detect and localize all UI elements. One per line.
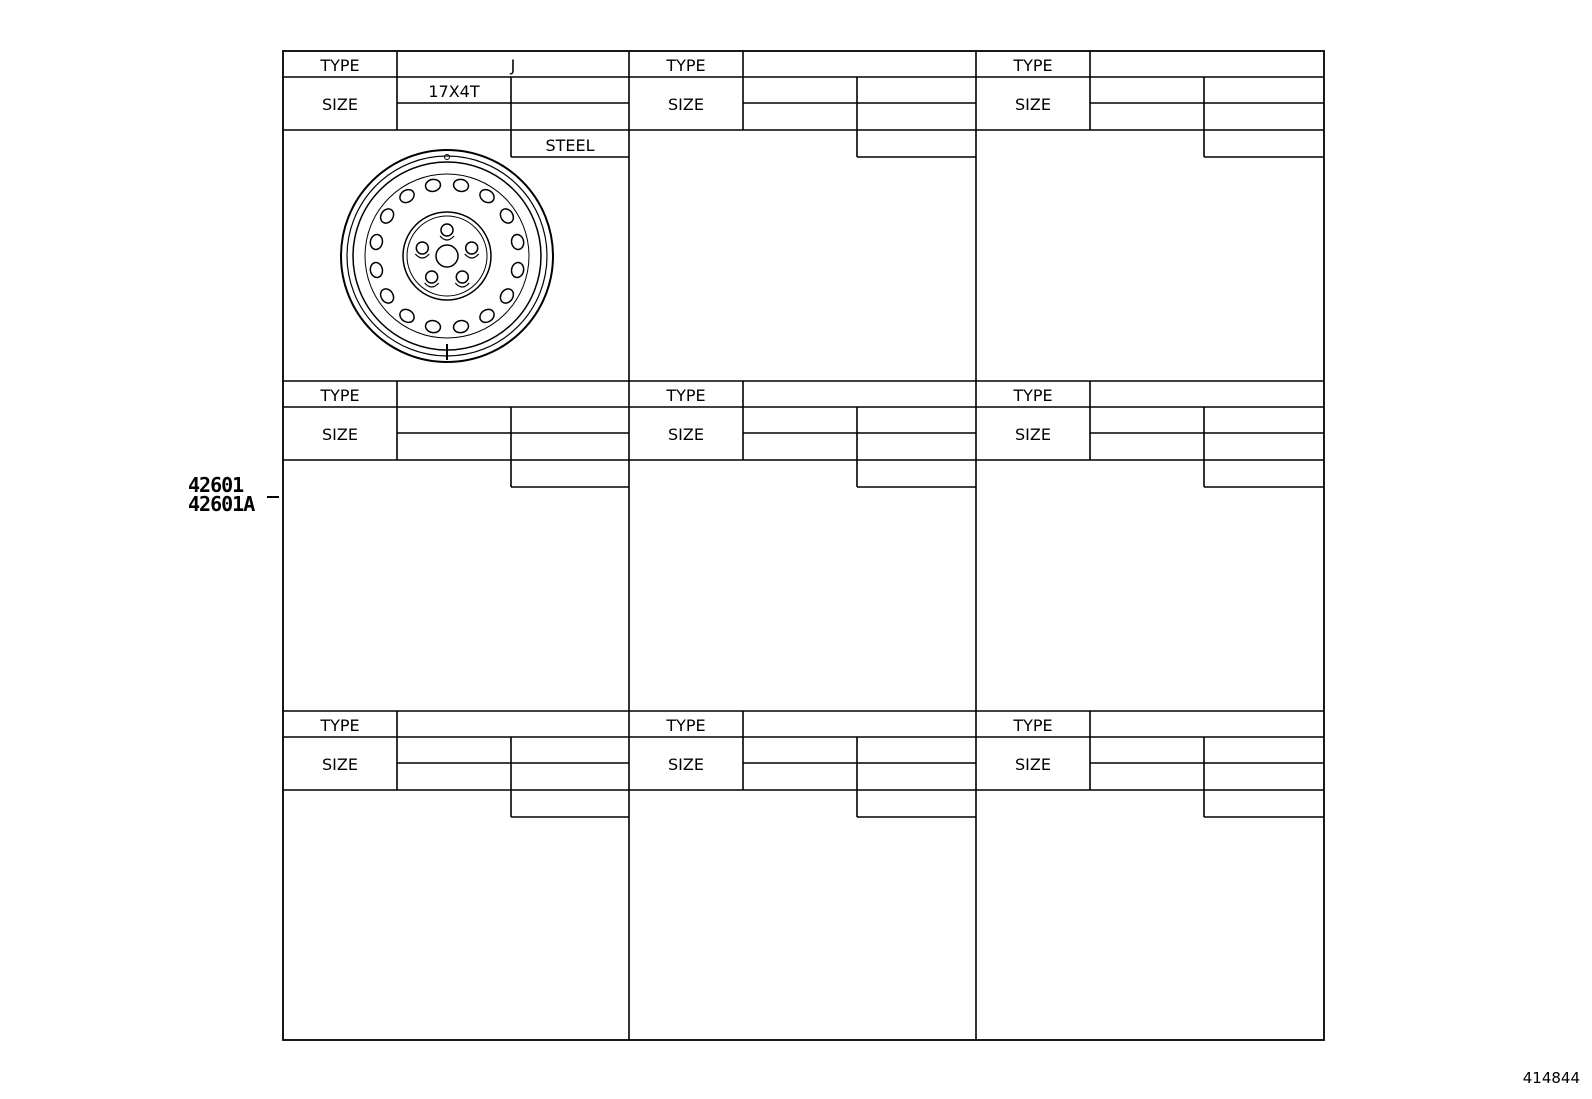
part-number-42601[interactable]: 42601 <box>188 473 244 497</box>
drawing-number: 414844 <box>1522 1069 1580 1087</box>
cell-7-size-label: SIZE <box>322 755 358 774</box>
cell-9-type-label: TYPE <box>1013 716 1053 735</box>
grid-frame <box>283 51 1324 1040</box>
cell-5-type-label: TYPE <box>666 386 706 405</box>
callout-leader-line <box>267 496 279 498</box>
cell-8-type-label: TYPE <box>666 716 706 735</box>
cell-3-size-label: SIZE <box>1015 95 1051 114</box>
cell-1-material-value: STEEL <box>545 136 595 155</box>
cell-1-size-label: SIZE <box>322 95 358 114</box>
cell-4-type-label: TYPE <box>320 386 360 405</box>
cell-8-size-label: SIZE <box>668 755 704 774</box>
steel-wheel-icon <box>341 150 553 362</box>
cell-1-type-label: TYPE <box>320 56 360 75</box>
cell-6-type-label: TYPE <box>1013 386 1053 405</box>
cell-5-size-label: SIZE <box>668 425 704 444</box>
cell-4-size-label: SIZE <box>322 425 358 444</box>
cell-1-type-value: J <box>510 56 516 75</box>
cell-9-size-label: SIZE <box>1015 755 1051 774</box>
cell-6-size-label: SIZE <box>1015 425 1051 444</box>
part-number-42601A[interactable]: 42601A <box>188 492 255 516</box>
cell-2-size-label: SIZE <box>668 95 704 114</box>
cell-1-size-value: 17X4T <box>428 82 480 101</box>
cell-2-type-label: TYPE <box>666 56 706 75</box>
cell-7-type-label: TYPE <box>320 716 360 735</box>
cell-3-type-label: TYPE <box>1013 56 1053 75</box>
